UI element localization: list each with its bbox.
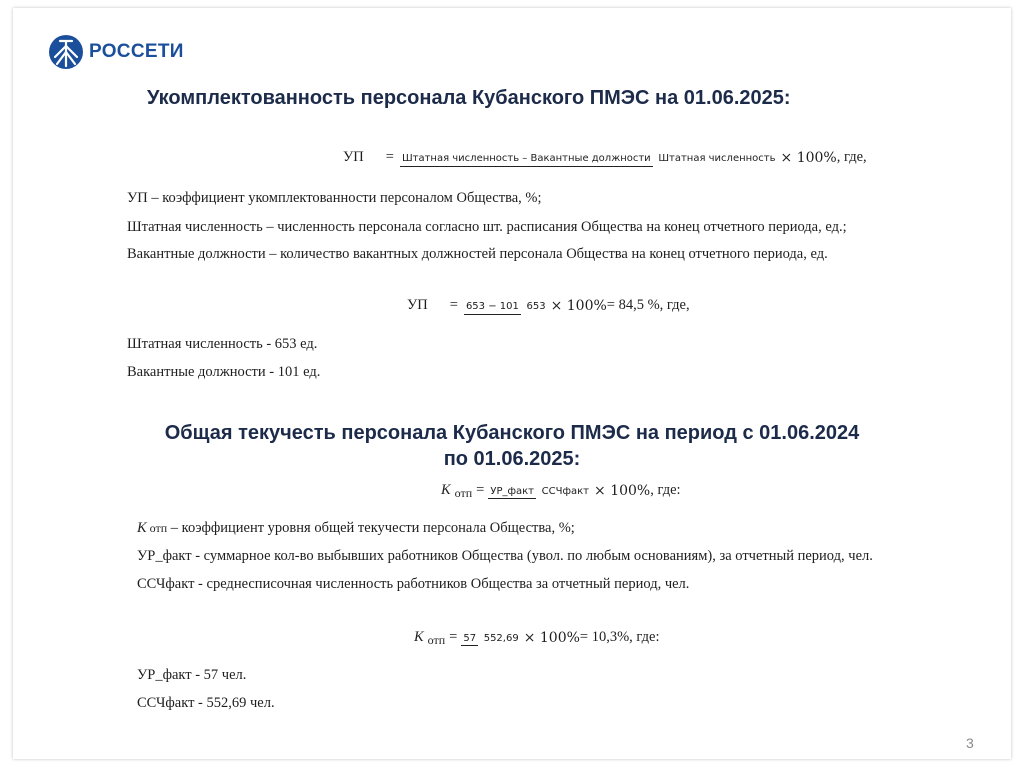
- definition-kotp-k: К: [137, 520, 147, 536]
- formula-up-numerator: Штатная численность – Вакантные должности: [400, 154, 653, 167]
- calc-kotp: [414, 627, 660, 648]
- brand-name: РОССЕТИ: [89, 41, 184, 62]
- rosseti-logo: [47, 33, 184, 71]
- calc-kotp-result: = 10,3%, где:: [579, 629, 660, 645]
- definition-vacant: Вакантные должности – количество вакантных должностей персонала Общества на конец отчетного периода, ед.: [127, 246, 828, 262]
- formula-kotp-times: × 100%: [594, 482, 651, 499]
- formula-kotp-k: К: [441, 482, 451, 498]
- calc-up-eq: =: [449, 297, 458, 314]
- page-number: 3: [966, 735, 974, 751]
- formula-kotp-numerator: УР_факт: [488, 487, 536, 500]
- formula-kotp-denominator: ССЧфакт: [541, 485, 590, 497]
- formula-kotp-sub: отп: [454, 486, 473, 500]
- section1-title: Укомплектованность персонала Кубанского ПМЭС на 01.06.2025:: [147, 87, 791, 109]
- value-ssch-fact: ССЧфакт - 552,69 чел.: [137, 695, 275, 711]
- definition-kotp-sub: отп: [149, 521, 168, 535]
- formula-up-lhs: УП: [343, 149, 364, 166]
- calc-up-times: × 100%: [550, 297, 607, 314]
- calc-kotp-denominator: 552,69: [483, 632, 519, 644]
- calc-up-numerator: 653 − 101: [464, 302, 521, 315]
- value-ur-fact: УР_факт - 57 чел.: [137, 667, 247, 683]
- definition-staff: Штатная численность – численность персонала согласно шт. расписания Общества на конец отчетного периода, ед.;: [127, 219, 847, 235]
- section2-title-line2: по 01.06.2025:: [443, 448, 581, 470]
- calc-kotp-times: × 100%: [523, 629, 580, 646]
- calc-up-lhs: УП: [407, 297, 428, 314]
- definition-ssch-fact: ССЧфакт - среднесписочная численность работников Общества за отчетный период, чел.: [137, 576, 690, 592]
- definition-kotp: [137, 520, 575, 537]
- calc-kotp-eq: =: [449, 629, 458, 645]
- formula-up-eq: =: [385, 149, 394, 166]
- formula-up: [343, 149, 867, 167]
- section2-title-line1: Общая текучесть персонала Кубанского ПМЭС на период с 01.06.2024: [164, 422, 860, 444]
- calc-kotp-sub: отп: [427, 633, 446, 647]
- calc-up-denominator: 653: [526, 301, 546, 312]
- formula-kotp-eq: =: [476, 482, 485, 498]
- calc-kotp-numerator: 57: [461, 634, 478, 647]
- value-staff: Штатная численность - 653 ед.: [127, 336, 318, 352]
- formula-kotp: [441, 480, 681, 501]
- value-vacant: Вакантные должности - 101 ед.: [127, 364, 321, 380]
- definition-up: УП – коэффициент укомплектованности персоналом Общества, %;: [127, 190, 542, 206]
- rosseti-emblem-icon: [47, 33, 85, 71]
- definition-kotp-text: – коэффициент уровня общей текучести персонала Общества, %;: [167, 520, 575, 536]
- calc-kotp-k: К: [414, 629, 424, 645]
- formula-up-denominator: Штатная численность: [658, 153, 776, 164]
- section2-title: [0, 420, 1024, 472]
- formula-up-tail: , где,: [836, 149, 867, 166]
- calc-up-result: = 84,5 %, где,: [606, 297, 690, 314]
- definition-ur-fact: УР_факт - суммарное кол-во выбывших работников Общества (увол. по любым основаниям), за отчетный период, чел.: [137, 548, 873, 564]
- formula-kotp-tail: , где:: [650, 482, 681, 498]
- formula-up-times: × 100%: [780, 149, 837, 166]
- calc-up: [407, 297, 690, 315]
